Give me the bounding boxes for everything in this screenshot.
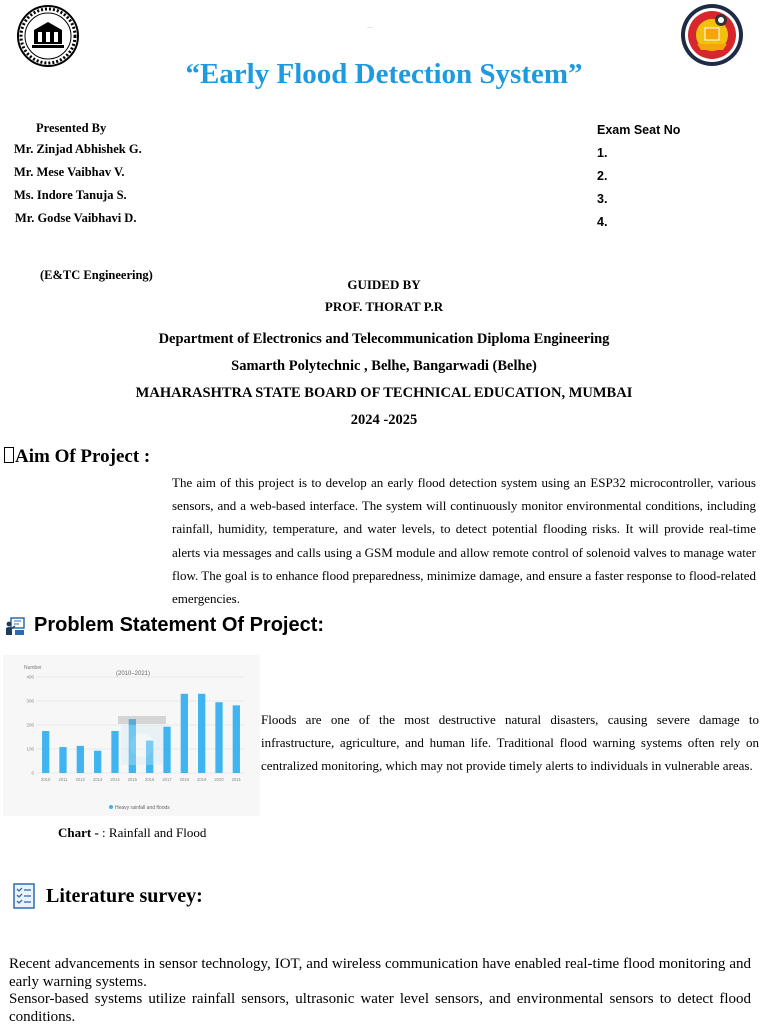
chart-xtick-label: 2015 [127,777,137,782]
aim-heading [4,446,150,468]
chart-bar [94,751,101,773]
chart-ytick-label: 100 [26,746,34,752]
missing-glyph-icon [4,447,14,463]
chart-xtick-label: 2010 [41,777,51,782]
chart-ylabel: Number [24,665,42,671]
exam-seat-number: 4. [597,215,608,229]
branch-label: (E&TC Engineering) [40,268,153,282]
exam-seat-number: 2. [597,169,608,183]
literature-paragraph: Sensor-based systems utilize rainfall sensors, ultrasonic water level sensors, and environmental sensors to detect flood conditions. [9,991,751,1025]
chart-xtick-label: 2019 [197,777,207,782]
chart-xtick-label: 2012 [75,777,85,782]
chart-legend-swatch [109,805,113,809]
chart-bar [215,702,222,773]
presenter-name: Mr. Zinjad Abhishek G. [14,142,142,156]
chart-title: (2010–2021) [115,671,151,677]
aim-paragraph: The aim of this project is to develop an early flood detection system using an ESP32 microcontroller, various sensors, and a web-based interface. The system will continuously monitor environmental conditions, including rainfall, humidity, temperature, and water levels, to detect potential flooding risks. It will provide real-time alerts via messages and calls using a GSM module and allow remote control of solenoid valves to manage water flow. The goal is to enhance flood preparedness, minimize damage, and ensure a faster response to flood-related emergencies. [172,475,756,607]
chart-xtick-label: 2018 [179,777,189,782]
chart-xtick-label: 2011 [58,777,68,782]
page-title: “Early Flood Detection System” [185,58,583,90]
college-name: Samarth Polytechnic , Belhe, Bangarwadi (Belhe) [231,358,537,374]
presenter-name: Ms. Indore Tanuja S. [14,188,127,202]
chart-xtick-label: 2016 [145,777,155,782]
guide-name: PROF. THORAT P.R [324,299,444,314]
chart-caption [58,825,206,841]
chart-caption-label: Chart - [58,825,103,840]
problem-heading-text: Problem Statement Of Project: [34,614,325,636]
chart-ytick-label: 0 [31,770,34,776]
chart-svg [3,655,260,816]
problem-paragraph: Floods are one of the most destructive natural disasters, causing severe damage to infrastructure, agriculture, and human life. Traditional flood warning systems often rely on centralized monitoring, which may not provide timely alerts to individuals in vulnerable areas. [261,712,759,774]
chart-bar [181,694,188,773]
presented-by-heading: Presented By [36,121,107,135]
literature-text [9,956,751,1026]
chart-ytick-label: 400 [26,674,34,680]
department-name: Department of Electronics and Telecommunication Diploma Engineering [158,331,610,347]
chart-xtick-label: 2021 [231,777,241,782]
chart-bar [163,727,170,773]
guided-by-heading: GUIDED BY [347,277,421,292]
chart-ytick-label: 300 [26,698,34,704]
chart-bar [198,694,205,773]
chart-bar [59,747,66,773]
literature-paragraph: Recent advancements in sensor technology, IOT, and wireless communication have enabled real-time flood monitoring and early warning systems. [9,956,751,990]
chart-bar [42,731,49,773]
chart-xtick-label: 2014 [110,777,120,782]
problem-heading [4,614,324,637]
rainfall-flood-chart [3,655,260,816]
exam-seat-list [597,146,607,238]
presenter-name: Mr. Godse Vaibhavi D. [15,211,137,225]
chart-xtick-label: 2017 [162,777,172,782]
header-small-text: ...... [367,24,373,29]
chart-xtick-label: 2020 [214,777,224,782]
literature-heading [12,882,203,910]
chart-bar [77,746,84,773]
chart-watermark [118,716,166,765]
chart-legend: Heavy rainfall and floods [115,805,170,811]
aim-heading-text: Aim Of Project : [15,446,151,467]
checklist-icon [12,882,36,910]
presenter-board-icon [4,615,26,637]
chart-bar [233,705,240,773]
chart-bar [111,731,118,773]
chart-xtick-label: 2013 [93,777,103,782]
presenter-name: Mr. Mese Vaibhav V. [14,165,125,179]
literature-heading-text: Literature survey: [46,884,203,907]
exam-seat-number: 1. [597,146,608,160]
presenter-list [14,142,142,234]
exam-seat-heading: Exam Seat No [597,123,681,137]
chart-ytick-label: 200 [26,722,34,728]
exam-seat-number: 3. [597,192,608,206]
chart-caption-text: : Rainfall and Flood [102,825,207,840]
board-name: MAHARASHTRA STATE BOARD OF TECHNICAL EDUCATION, MUMBAI [135,385,633,401]
academic-year: 2024 -2025 [350,412,418,428]
